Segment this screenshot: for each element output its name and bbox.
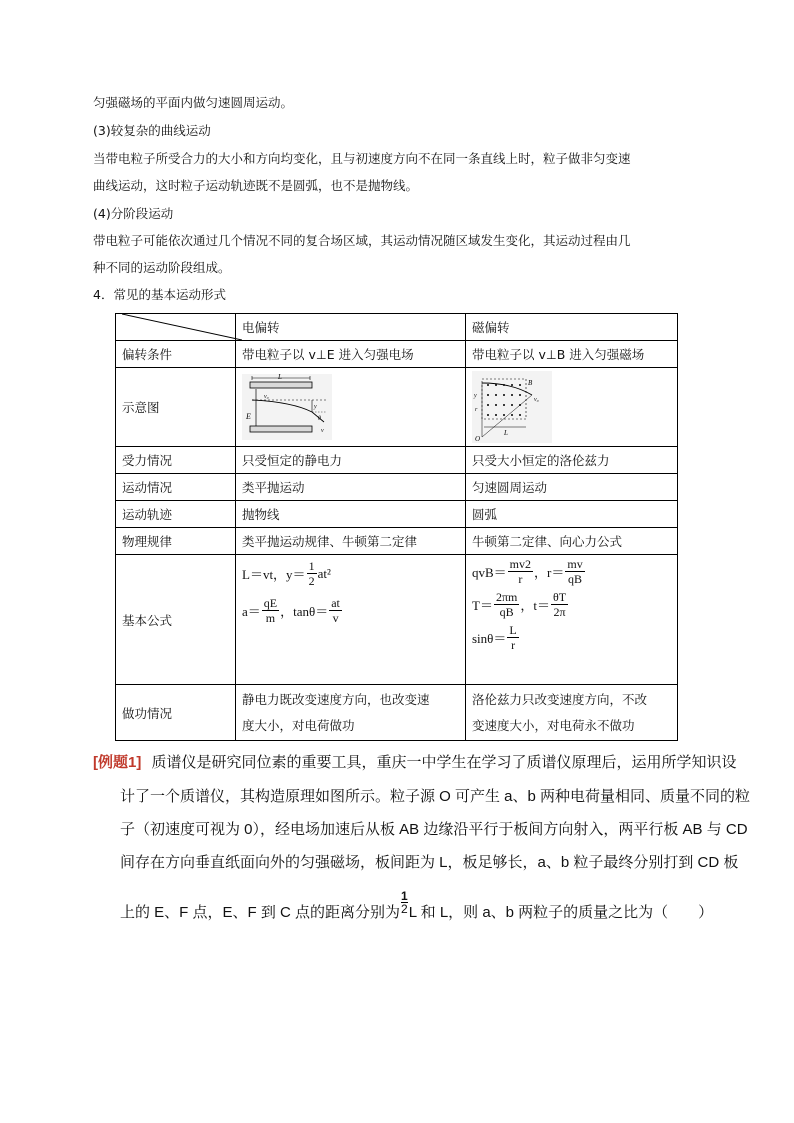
formula-text: ，r＝ <box>534 565 565 580</box>
example-line: 间存在方向垂直纸面向外的匀强磁场，板间距为 L，板足够长，a、b 粒子最终分别打到 CD 板 <box>120 854 739 871</box>
fraction: $\frac{\theta T}{2\pi}$ <box>552 590 567 619</box>
formula-text: sinθ＝ <box>472 631 507 646</box>
label-theta: θ <box>318 416 321 422</box>
label-E: E <box>246 412 251 421</box>
formula-text: L＝vt，y＝ <box>242 567 306 582</box>
formula-text: a＝ <box>242 604 261 619</box>
column-header-electric: 电偏转 <box>236 314 466 341</box>
motion-comparison-table <box>115 313 678 741</box>
cell: 类平抛运动 <box>236 474 466 501</box>
formula-text: ，tanθ＝ <box>280 604 329 619</box>
example-text: L 和 L，则 a、b 两粒子的质量之比为（ ） <box>408 904 714 921</box>
cell-line: 洛伦兹力只改变速度方向，不改 <box>472 691 648 707</box>
example-tag: [例题1] <box>93 754 142 771</box>
row-label: 运动情况 <box>116 474 236 501</box>
cell: 抛物线 <box>236 501 466 528</box>
formula-text: ，t＝ <box>520 598 550 613</box>
example-line <box>120 889 714 929</box>
fraction: $\frac{L}{r}$ <box>509 623 517 652</box>
row-label: 运动轨迹 <box>116 501 236 528</box>
label-v0: v₀ <box>534 397 539 403</box>
text-line: 带电粒子可能依次通过几个情况不同的复合场区域，其运动情况随区域发生变化，其运动过程由几 <box>93 233 631 248</box>
example-line <box>93 746 737 779</box>
label-v: v <box>321 428 324 434</box>
cell: 匀速圆周运动 <box>466 474 678 501</box>
formula-text: T＝ <box>472 598 493 613</box>
fraction: $\frac{mv2}{r}$ <box>509 557 532 586</box>
cell: 只受大小恒定的洛伦兹力 <box>466 447 678 474</box>
row-label: 受力情况 <box>116 447 236 474</box>
label-L: L <box>278 374 282 381</box>
cell-diagram-magnetic <box>466 368 678 447</box>
formula-line <box>472 623 671 652</box>
row-label: 基本公式 <box>116 555 236 685</box>
cell: 带电粒子以 v⊥E 进入匀强电场 <box>236 341 466 368</box>
header-diagonal-cell <box>116 314 236 341</box>
subheading: (3)较复杂的曲线运动 <box>93 123 211 138</box>
label-L: L <box>504 429 508 437</box>
cell: 圆弧 <box>466 501 678 528</box>
fraction: $\frac{at}{v}$ <box>331 596 340 625</box>
example-line: 子（初速度可视为 0），经电场加速后从板 AB 边缘沿平行于板间方向射入，两平行板 AB 与 CD <box>120 821 748 838</box>
cell-formulas-magnetic <box>466 555 678 685</box>
formula-line <box>472 557 671 586</box>
label-v0: v₀ <box>264 394 269 400</box>
text-line: 匀强磁场的平面内做匀速圆周运动。 <box>93 95 294 110</box>
cell <box>466 685 678 741</box>
cell: 只受恒定的静电力 <box>236 447 466 474</box>
text-line: 曲线运动，这时粒子运动轨迹既不是圆弧，也不是抛物线。 <box>93 178 419 193</box>
cell: 类平抛运动规律、牛顿第二定律 <box>236 528 466 555</box>
electric-deflection-diagram <box>242 374 332 440</box>
example-text: 质谱仪是研究同位素的重要工具，重庆一中学生在学习了质谱仪原理后，运用所学知识设 <box>151 754 737 771</box>
fraction: $\frac{1}{2}$ <box>308 559 315 588</box>
row-label: 物理规律 <box>116 528 236 555</box>
cell <box>236 685 466 741</box>
formula-line <box>242 559 459 588</box>
formula-text: at² <box>317 565 331 581</box>
column-header-magnetic: 磁偏转 <box>466 314 678 341</box>
fraction-half: 1 2 <box>401 889 408 916</box>
fraction: $\frac{mv}{qB}$ <box>567 557 583 586</box>
label-r: r <box>475 407 478 413</box>
subheading: (4)分阶段运动 <box>93 206 174 221</box>
cell: 牛顿第二定律、向心力公式 <box>466 528 678 555</box>
text-line: 种不同的运动阶段组成。 <box>93 260 231 275</box>
formula-text: qvB＝ <box>472 565 507 580</box>
label-B: B <box>528 379 533 387</box>
example-text: 上的 E、F 点，E、F 到 C 点的距离分别为 <box>120 904 401 921</box>
fraction: $\frac{qE}{m}$ <box>263 596 278 625</box>
label-y: y <box>474 393 477 399</box>
cell-line: 静电力既改变速度方向，也改变速 <box>242 691 430 707</box>
cell-formulas-electric <box>236 555 466 685</box>
cell: 带电粒子以 v⊥B 进入匀强磁场 <box>466 341 678 368</box>
formula-line <box>472 590 671 619</box>
cell-line: 变速度大小，对电荷永不做功 <box>472 717 635 733</box>
fraction: $\frac{2\pi m}{qB}$ <box>495 590 518 619</box>
label-y: y <box>314 404 317 410</box>
row-label: 做功情况 <box>116 685 236 741</box>
section-heading: 4．常见的基本运动形式 <box>93 287 226 302</box>
cell-line: 度大小，对电荷做功 <box>242 717 355 733</box>
text-line: 当带电粒子所受合力的大小和方向均变化，且与初速度方向不在同一条直线上时，粒子做非匀变速 <box>93 151 631 166</box>
diagonal-line <box>122 314 242 340</box>
example-line: 计了一个质谱仪，其构造原理如图所示。粒子源 O 可产生 a、b 两种电荷量相同、质量不同的粒 <box>120 788 751 805</box>
cell-diagram-electric <box>236 368 466 447</box>
row-label: 示意图 <box>116 368 236 447</box>
row-label: 偏转条件 <box>116 341 236 368</box>
formula-line <box>242 596 459 625</box>
label-O: O <box>475 435 481 443</box>
magnetic-deflection-diagram <box>472 371 552 443</box>
